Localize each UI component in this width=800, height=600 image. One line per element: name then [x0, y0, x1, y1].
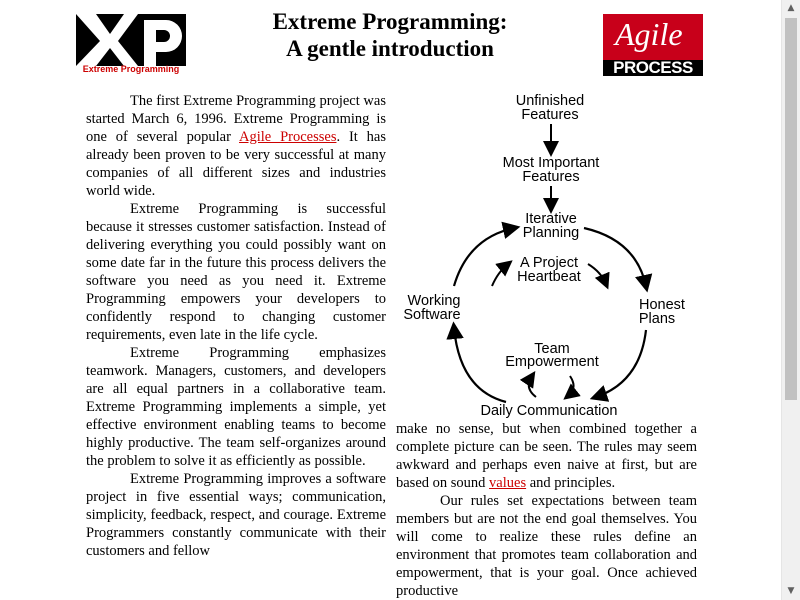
agile-processes-link[interactable]: Agile Processes — [239, 129, 337, 145]
arrow-software-to-planning — [454, 228, 514, 286]
arrow-communication-to-software — [454, 328, 506, 402]
arrow-plans-to-communication — [596, 330, 646, 397]
paragraph-teamwork: Extreme Programming emphasizes teamwork. Managers, customers, and developers are all equal partners in a collaborative team. Extreme Programming implements a simple, yet effective environment enabling teams to become highly productive. The team self-organizes around the problem to solve it as efficiently as possible. — [86, 345, 386, 469]
label-team-1: Team — [534, 341, 570, 357]
paragraph-rules — [396, 420, 697, 492]
paragraph-improves: Extreme Programming improves a software project in five essential ways; communication, simplicity, feedback, respect, and courage. Extreme Programmers constantly communicate with their customers and fellow — [86, 471, 386, 559]
xp-logo-caption: Extreme Programming — [82, 64, 180, 74]
label-daily-communication: Daily Communication — [480, 403, 618, 419]
left-column — [86, 92, 386, 560]
label-heartbeat-1: A Project — [519, 255, 579, 271]
paragraph-rules-text-a: make no sense, but when combined together a complete picture can be seen. The rules may seem awkward and perhaps even naive at first, but are based on sound — [396, 421, 697, 491]
label-honest-1: Honest — [639, 297, 685, 313]
label-working-1: Working — [407, 293, 461, 309]
label-team-2: Empowerment — [505, 354, 599, 370]
label-heartbeat-2: Heartbeat — [517, 269, 581, 285]
label-most-important-1: Most Important — [502, 155, 600, 171]
label-honest-2: Plans — [638, 311, 676, 327]
paragraph-rules-text-b: and principles. — [526, 475, 616, 491]
title-line-2: A gentle introduction — [286, 36, 494, 61]
agile-process-logo — [603, 14, 703, 76]
values-link[interactable]: values — [489, 475, 527, 491]
label-most-important-2: Features — [522, 169, 580, 185]
paragraph-expectations: Our rules set expectations between team members but are not the end goal themselves. You will come to realize these rules define an environment that promotes team collaboration and empowerment, that is your goal. Once achieved productive — [396, 493, 697, 599]
paragraph-success: Extreme Programming is successful because it stresses customer satisfaction. Instead of delivering everything you could possibly want on some date far in the future this process delivers the software you need as you need it. Extreme Programming empowers your developers to confidently respond to changing customer requirements, even late in the life cycle. — [86, 201, 386, 343]
vertical-scrollbar[interactable] — [781, 0, 800, 600]
scrollbar-thumb[interactable] — [785, 18, 797, 400]
scroll-down-arrow-icon[interactable]: ▼ — [787, 586, 795, 596]
label-unfinished-2: Features — [521, 107, 579, 123]
page-title — [240, 8, 540, 62]
arrow-team-right — [568, 376, 574, 396]
right-column — [396, 420, 697, 600]
arrow-heartbeat-right — [588, 264, 606, 284]
agile-logo-word: Agile — [615, 16, 683, 52]
arrow-planning-to-plans — [584, 228, 646, 286]
paragraph-intro-text-a: The first Extreme Programming project was started March 6, 1996. Extreme Programming is one of several popular — [86, 93, 386, 145]
xp-cycle-diagram-graphic — [396, 90, 702, 420]
label-iterative-2: Planning — [522, 225, 580, 241]
label-unfinished-1: Unfinished — [515, 93, 585, 109]
xp-cycle-diagram — [396, 90, 702, 420]
arrow-team-left — [529, 376, 536, 397]
paragraph-intro — [86, 92, 386, 200]
arrow-heartbeat-left — [492, 264, 508, 286]
scroll-up-arrow-icon[interactable]: ▲ — [787, 3, 795, 13]
label-working-2: Software — [403, 307, 461, 323]
agile-logo-process-word: PROCESS — [613, 58, 693, 76]
paragraph-intro-text-b: . It has already been proven to be very successful at many companies of all different sizes and industries world wide. — [86, 129, 386, 199]
title-line-1: Extreme Programming: — [272, 9, 508, 34]
label-iterative-1: Iterative — [525, 211, 577, 227]
